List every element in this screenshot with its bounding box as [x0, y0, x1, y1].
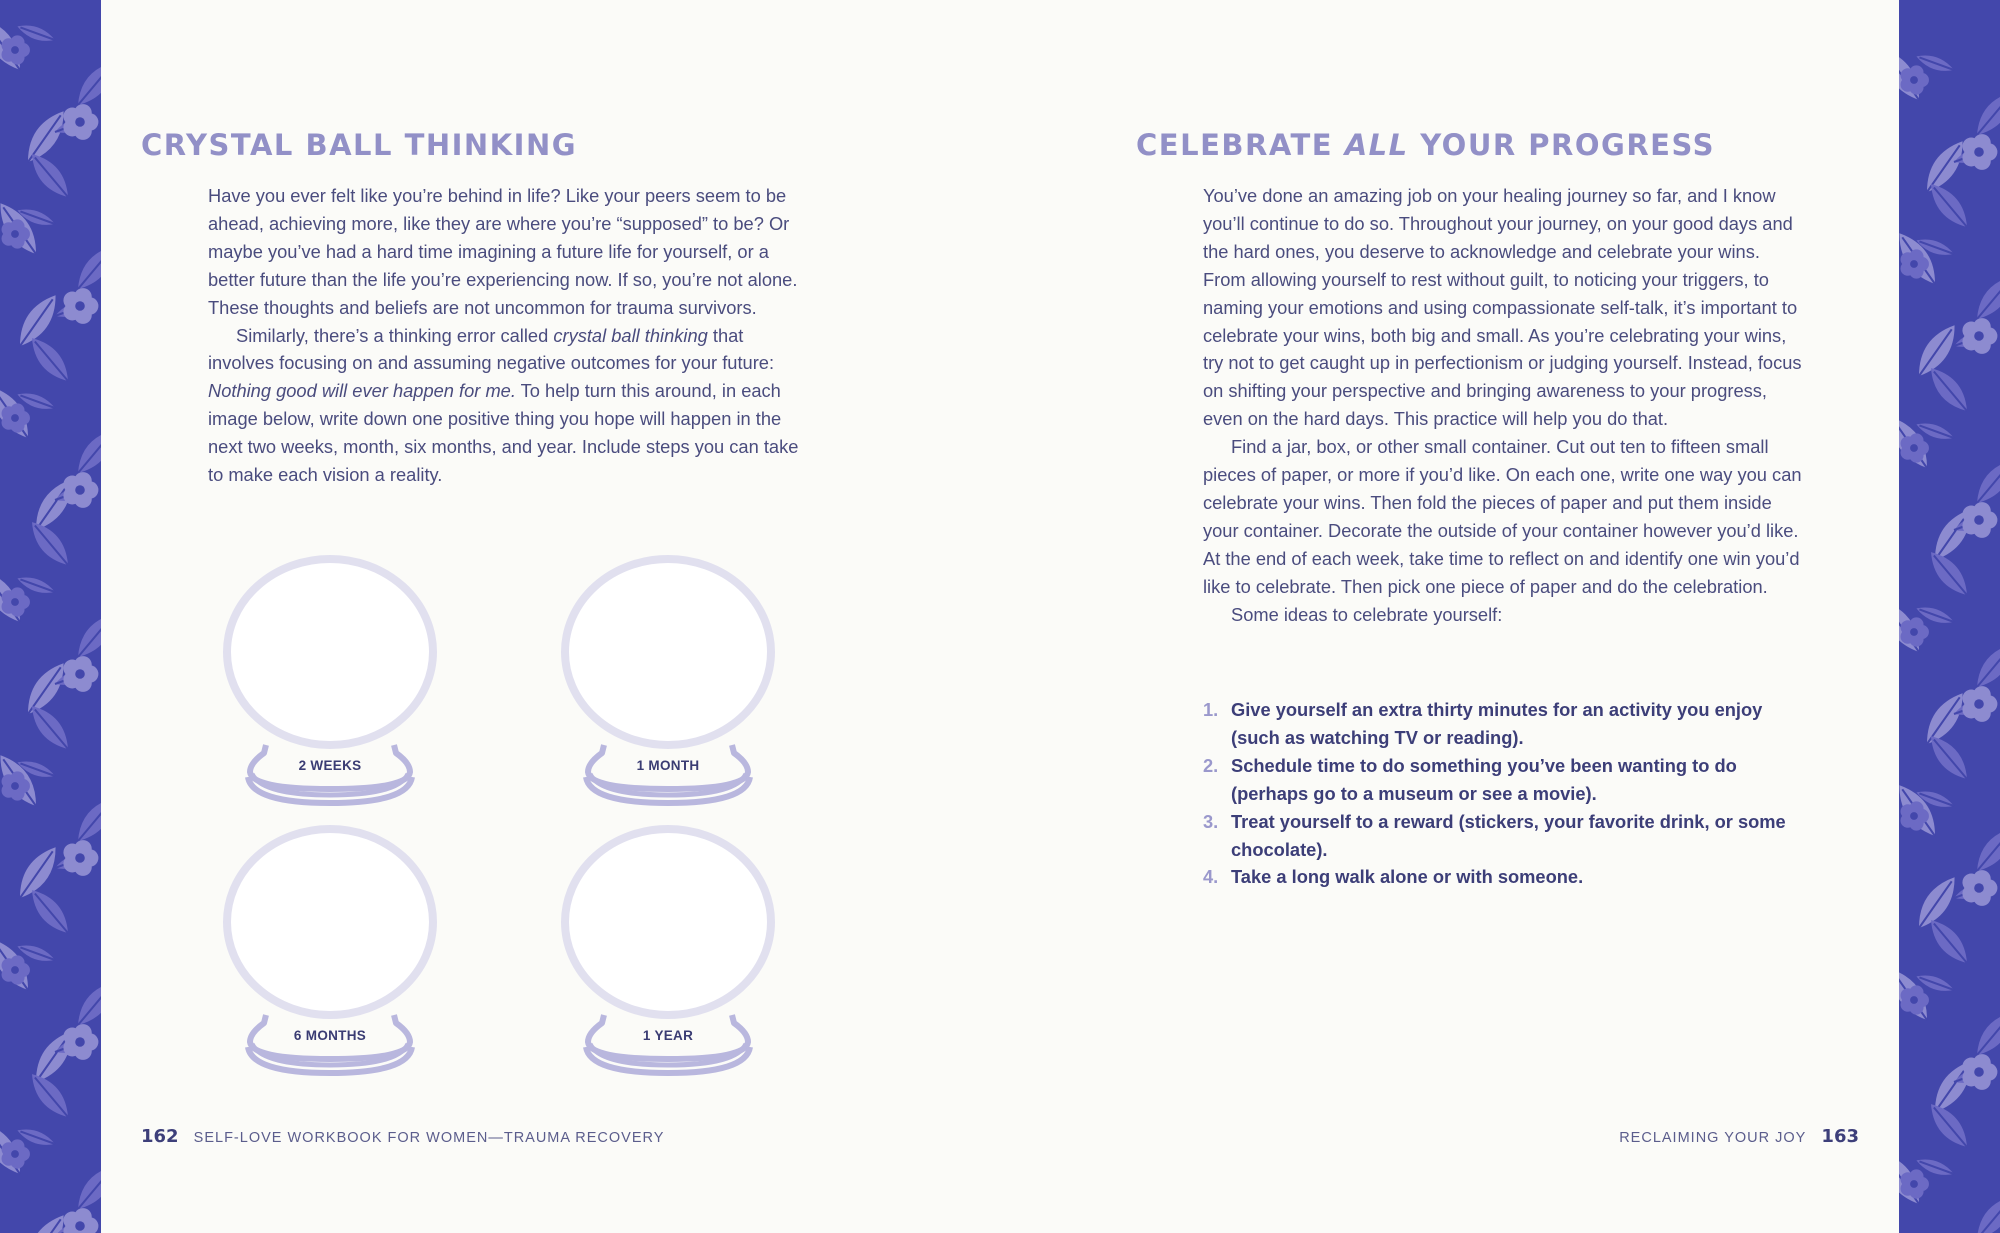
- left-leaf-border: [0, 0, 101, 1233]
- left-paragraph-1: Have you ever felt like you’re behind in life? Like your peers seem to be ahead, achieving more, like they are where you’re “supposed” to be? Or maybe you’ve had a hard time imagining a future life for yourself, or a better future than the life you’re experiencing now. If so, you’re not alone. These thoughts and beliefs are not uncommon for trauma survivors.: [208, 185, 798, 318]
- page-number: 162: [141, 1126, 179, 1147]
- left-paragraph-2: Similarly, there’s a thinking error called crystal ball thinking that involves focusing on and assuming negative outcomes for your future: Nothing good will ever happen for me. To help turn this around, in each image below, write down one positive thing you hope will happen in the next two weeks, month, six months, and year. Include steps you can take to make each vision a reality.: [208, 324, 799, 486]
- right-page-body: [1203, 182, 1803, 629]
- crystal-ball-1-year[interactable]: [560, 825, 776, 1085]
- left-footer: [141, 1126, 664, 1147]
- list-item: 1. Give yourself an extra thirty minutes for an activity you enjoy (such as watching TV or reading).: [1203, 699, 1763, 748]
- chapter-title: RECLAIMING YOUR JOY: [1619, 1130, 1807, 1146]
- crystal-ball-label: 1 MONTH: [636, 758, 700, 773]
- right-leaf-border: [1899, 0, 2000, 1233]
- left-page-body: [208, 182, 808, 489]
- left-page: [101, 0, 1000, 1233]
- leaf-pattern-icon: [0, 0, 101, 1233]
- right-page: [1000, 0, 1899, 1233]
- crystal-ball-6-months[interactable]: [222, 825, 438, 1085]
- celebration-ideas-list: [1203, 696, 1803, 891]
- left-page-heading: CRYSTAL BALL THINKING: [141, 128, 578, 162]
- right-paragraph-2: Find a jar, box, or other small container. Cut out ten to fifteen small pieces of paper, or more if you’d like. On each one, write one way you can celebrate your wins. Then fold the pieces of paper and put them inside your container. Decorate the outside of your container however you’d like. At the end of each week, take time to reflect on and identify one win you’d like to celebrate. Then pick one piece of paper and do the celebration.: [1203, 436, 1802, 597]
- list-item: 3. Treat yourself to a reward (stickers, your favorite drink, or some chocolate).: [1203, 810, 1786, 860]
- book-title: SELF-LOVE WORKBOOK FOR WOMEN—TRAUMA RECOVERY: [193, 1130, 665, 1146]
- list-item: 4. Take a long walk alone or with someone.: [1203, 866, 1584, 888]
- list-item: 2. Schedule time to do something you’ve been wanting to do (perhaps go to a museum or see a movie).: [1203, 754, 1737, 804]
- crystal-ball-label: 2 WEEKS: [298, 758, 362, 773]
- crystal-ball-icon: [222, 825, 438, 1085]
- crystal-ball-icon: [560, 555, 776, 815]
- page-number: 163: [1821, 1126, 1859, 1147]
- crystal-ball-label: 6 MONTHS: [293, 1028, 367, 1043]
- crystal-ball-icon: [222, 555, 438, 815]
- crystal-ball-2-weeks[interactable]: [222, 555, 438, 815]
- crystal-ball-1-month[interactable]: [560, 555, 776, 815]
- crystal-ball-icon: [560, 825, 776, 1085]
- right-page-heading: CELEBRATE ALL YOUR PROGRESS: [1136, 128, 1715, 162]
- crystal-ball-label: 1 YEAR: [642, 1028, 694, 1043]
- right-footer: [1619, 1126, 1859, 1147]
- right-paragraph-1: You’ve done an amazing job on your healing journey so far, and I know you’ll continue to do so. Throughout your journey, on your good days and the hard ones, you deserve to acknowledge and celebrate your wins. From allowing yourself to rest without guilt, to noticing your triggers, to naming your emotions and using compassionate self-talk, it’s important to celebrate your wins, both big and small. As you’re celebrating your wins, try not to get caught up in perfectionism or judging yourself. Instead, focus on shifting your perspective and bringing awareness to your progress, even on the hard days. This practice will help you do that.: [1203, 185, 1802, 430]
- leaf-pattern-icon: [1899, 0, 2000, 1233]
- right-paragraph-3: Some ideas to celebrate yourself:: [1231, 603, 1503, 625]
